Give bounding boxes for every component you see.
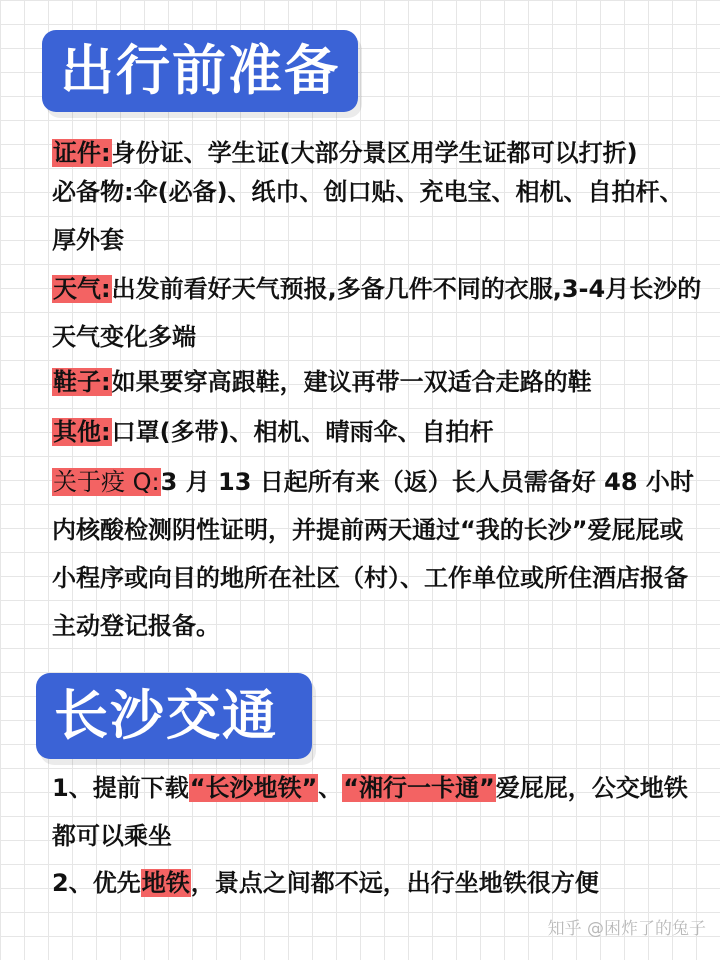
text-essentials: 必备物:伞(必备)、纸巾、创口贴、充电宝、相机、自拍杆、厚外套 bbox=[52, 178, 684, 254]
section-title-preparation: 出行前准备 bbox=[42, 30, 358, 112]
text-documents: 身份证、学生证(大部分景区用学生证都可以打折) bbox=[111, 139, 638, 167]
transport-item-2-suffix: ，景点之间都不远，出行坐地铁很方便 bbox=[190, 869, 599, 897]
label-weather: 天气: bbox=[53, 275, 111, 303]
text-epidemic: 3 月 13 日起所有来（返）长人员需备好 48 小时内核酸检测阴性证明，并提前两天通过“我的长沙”爱屁屁或小程序或向目的地所在社区（村）、工作单位或所住酒店报备主动登记报备。 bbox=[52, 468, 694, 640]
label-shoes: 鞋子: bbox=[53, 368, 111, 396]
text-weather: 出发前看好天气预报,多备几件不同的衣服,3-4月长沙的天气变化多端 bbox=[52, 275, 702, 351]
item-essentials bbox=[52, 168, 702, 264]
highlight-metro: 地铁 bbox=[141, 869, 190, 897]
highlight-changsha-metro: “长沙地铁” bbox=[189, 774, 318, 802]
highlight-xiangxing-card: “湘行一卡通” bbox=[343, 774, 495, 802]
section-title-transport: 长沙交通 bbox=[36, 673, 312, 759]
text-shoes: 如果要穿高跟鞋，建议再带一双适合走路的鞋 bbox=[111, 368, 592, 396]
transport-item-2-prefix: 2、优先 bbox=[52, 869, 141, 897]
label-documents: 证件: bbox=[53, 139, 111, 167]
transport-item-1-prefix: 1、提前下载 bbox=[52, 774, 189, 802]
transport-item-2 bbox=[52, 859, 702, 907]
item-other bbox=[52, 408, 702, 456]
transport-item-1 bbox=[52, 764, 702, 860]
watermark: 知乎 @困炸了的兔子 bbox=[547, 919, 706, 939]
label-other: 其他: bbox=[53, 418, 111, 446]
label-epidemic: 关于疫 Q: bbox=[53, 468, 160, 496]
text-other: 口罩(多带)、相机、晴雨伞、自拍杆 bbox=[111, 418, 494, 446]
item-epidemic bbox=[52, 458, 702, 650]
transport-item-1-suffix: 爱屁屁，公交地铁都可以乘坐 bbox=[52, 774, 688, 850]
item-weather bbox=[52, 265, 702, 361]
item-shoes bbox=[52, 358, 702, 406]
transport-item-1-sep: 、 bbox=[318, 774, 343, 802]
